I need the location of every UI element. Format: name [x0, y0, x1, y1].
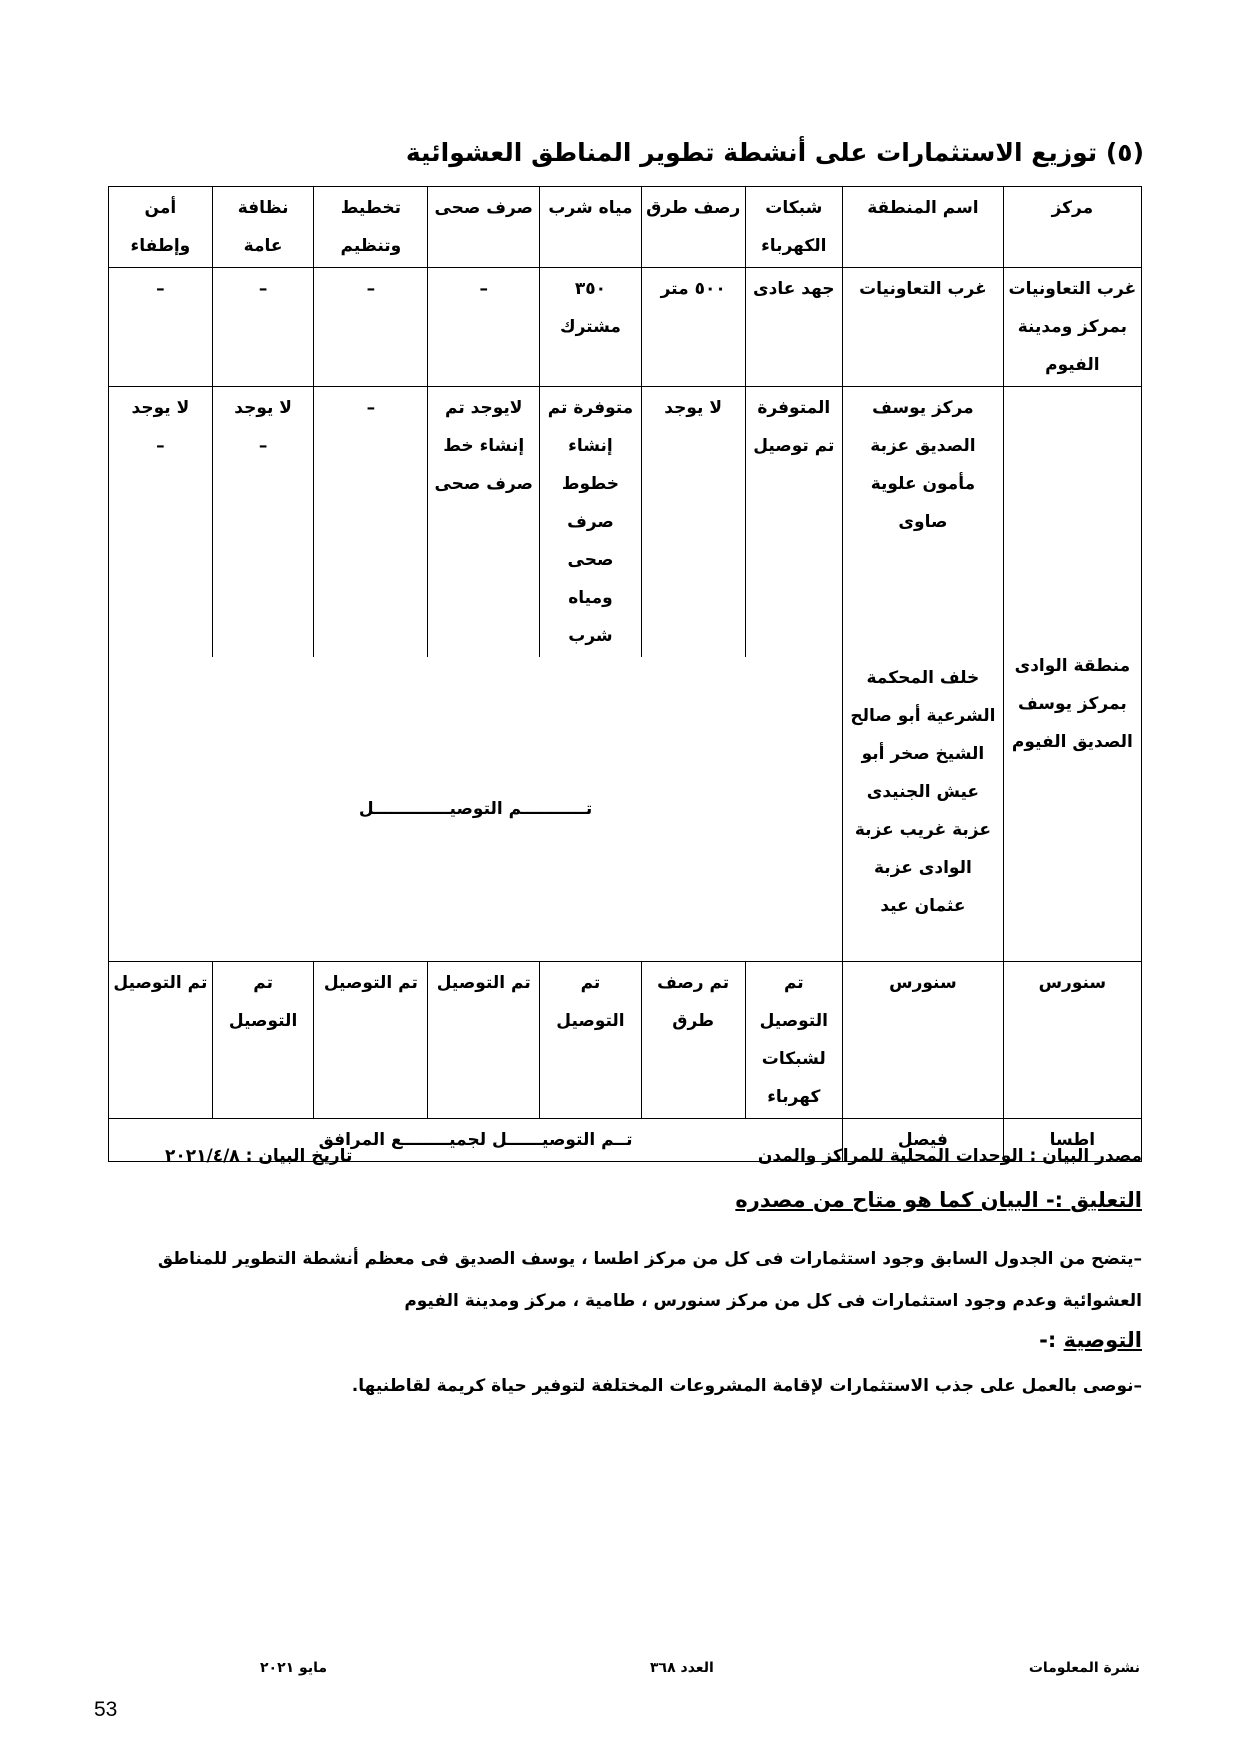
header-row	[109, 187, 1142, 268]
cell-water: ٣٥٠ مشترك	[540, 268, 642, 387]
cell-water: تم التوصيل	[540, 961, 642, 1118]
cell-center	[1003, 387, 1141, 962]
footer-publication: نشرة المعلومات	[1028, 1660, 1140, 1676]
cell-security: تم التوصيل	[109, 961, 213, 1118]
recommendation-body: –نوصى بالعمل على جذب الاستثمارات لإقامة المشروعات المختلفة لتوفير حياة كريمة لقاطنيها.	[351, 1376, 1142, 1396]
data-date: تاريخ البيان : ٢٠٢١/٤/٨	[165, 1146, 353, 1166]
cell-roads: تم رصف طرق	[641, 961, 745, 1118]
comment-heading-text: :- البيان كما هو متاح من مصدره	[735, 1188, 1071, 1212]
investments-table	[108, 186, 1142, 1162]
cell-sewage: لايوجد تم إنشاء خط صرف صحى	[428, 387, 540, 658]
cell-roads: لا يوجد	[641, 387, 745, 658]
cell-area: غرب التعاونيات	[843, 268, 1004, 387]
header-cleanliness: نظافة عامة	[212, 187, 314, 268]
table-row	[109, 657, 1142, 961]
cleanliness-line-2: –	[258, 436, 268, 456]
table-row	[109, 961, 1142, 1118]
cell-planning: –	[314, 268, 428, 387]
cell-security: –	[109, 268, 213, 387]
recommendation-heading	[1039, 1328, 1142, 1352]
header-planning: تخطيط وتنظيم	[314, 187, 428, 268]
cell-security	[109, 387, 213, 658]
cell-center: غرب التعاونيات بمركز ومدينة الفيوم	[1003, 268, 1141, 387]
cell-area: خلف المحكمة الشرعية أبو صالح الشيخ صخر أبو عيش الجنيدى عزبة غريب عزبة الوادى عزبة عثمان عيد	[843, 657, 1004, 961]
cell-cleanliness	[212, 387, 314, 658]
header-security: أمن وإطفاء	[109, 187, 213, 268]
data-source: مصدر البيان : الوحدات المحلية للمراكز والمدن	[757, 1146, 1142, 1166]
cell-center: سنورس	[1003, 961, 1141, 1118]
cell-cleanliness: –	[212, 268, 314, 387]
cell-sewage: –	[428, 268, 540, 387]
cell-area: فيصل	[843, 1118, 1004, 1161]
comment-body: –يتضح من الجدول السابق وجود استثمارات فى كل من مركز اطسا ، يوسف الصديق فى معظم أنشطة التطوير للمناطق العشوائية وعدم وجود استثمارات فى كل من مركز سنورس ، طامية ، مركز ومدينة الفيوم	[157, 1249, 1142, 1311]
page-footer	[260, 1660, 1140, 1684]
cleanliness-line-1: لا يوجد	[234, 398, 292, 418]
center-name: منطقة الوادى بمركز يوسف الصديق الفيوم	[1011, 655, 1133, 752]
header-road-paving: رصف طرق	[641, 187, 745, 268]
comment-heading	[735, 1188, 1142, 1212]
security-line-1: لا يوجد	[131, 398, 190, 418]
cell-roads: ٥٠٠ متر	[641, 268, 745, 387]
footer-issue: العدد ٣٦٨	[650, 1660, 714, 1676]
cell-electricity: المتوفرة تم توصيل	[745, 387, 843, 658]
header-drinking-water: مياه شرب	[540, 187, 642, 268]
cell-cleanliness: تم التوصيل	[212, 961, 314, 1118]
cell-merged-connected: تـــــــــــم التوصيـــــــــــــل	[109, 657, 843, 961]
header-area-name: اسم المنطقة	[843, 187, 1004, 268]
cell-planning: –	[314, 387, 428, 658]
cell-electricity: تم التوصيل لشبكات كهرباء	[745, 961, 843, 1118]
page-number: 53	[94, 1698, 118, 1721]
cell-electricity: جهد عادى	[745, 268, 843, 387]
cell-center: اطسا	[1003, 1118, 1141, 1161]
table-title: (٥) توزيع الاستثمارات على أنشطة تطوير المناطق العشوائية	[405, 138, 1144, 167]
security-line-2: –	[156, 436, 165, 456]
footer-month: مايو ٢٠٢١	[260, 1660, 328, 1676]
cell-area: سنورس	[843, 961, 1004, 1118]
table-row	[109, 387, 1142, 658]
cell-sewage: تم التوصيل	[428, 961, 540, 1118]
header-center: مركز	[1003, 187, 1141, 268]
cell-area: مركز يوسف الصديق عزبة مأمون علوية صاوى	[843, 387, 1004, 658]
cell-merged-all-utilities: تــم التوصيــــــل لجميــــــــع المرافق	[109, 1118, 843, 1161]
cell-planning: تم التوصيل	[314, 961, 428, 1118]
header-electricity: شبكات الكهرباء	[745, 187, 843, 268]
recommendation-heading-text: :-	[1039, 1328, 1064, 1352]
header-sewage: صرف صحى	[428, 187, 540, 268]
table-row	[109, 268, 1142, 387]
cell-water: متوفرة تم إنشاء خطوط صرف صحى ومياه شرب	[540, 387, 642, 658]
comment-label: التعليق	[1070, 1188, 1142, 1212]
recommendation-label: التوصية	[1063, 1328, 1142, 1352]
